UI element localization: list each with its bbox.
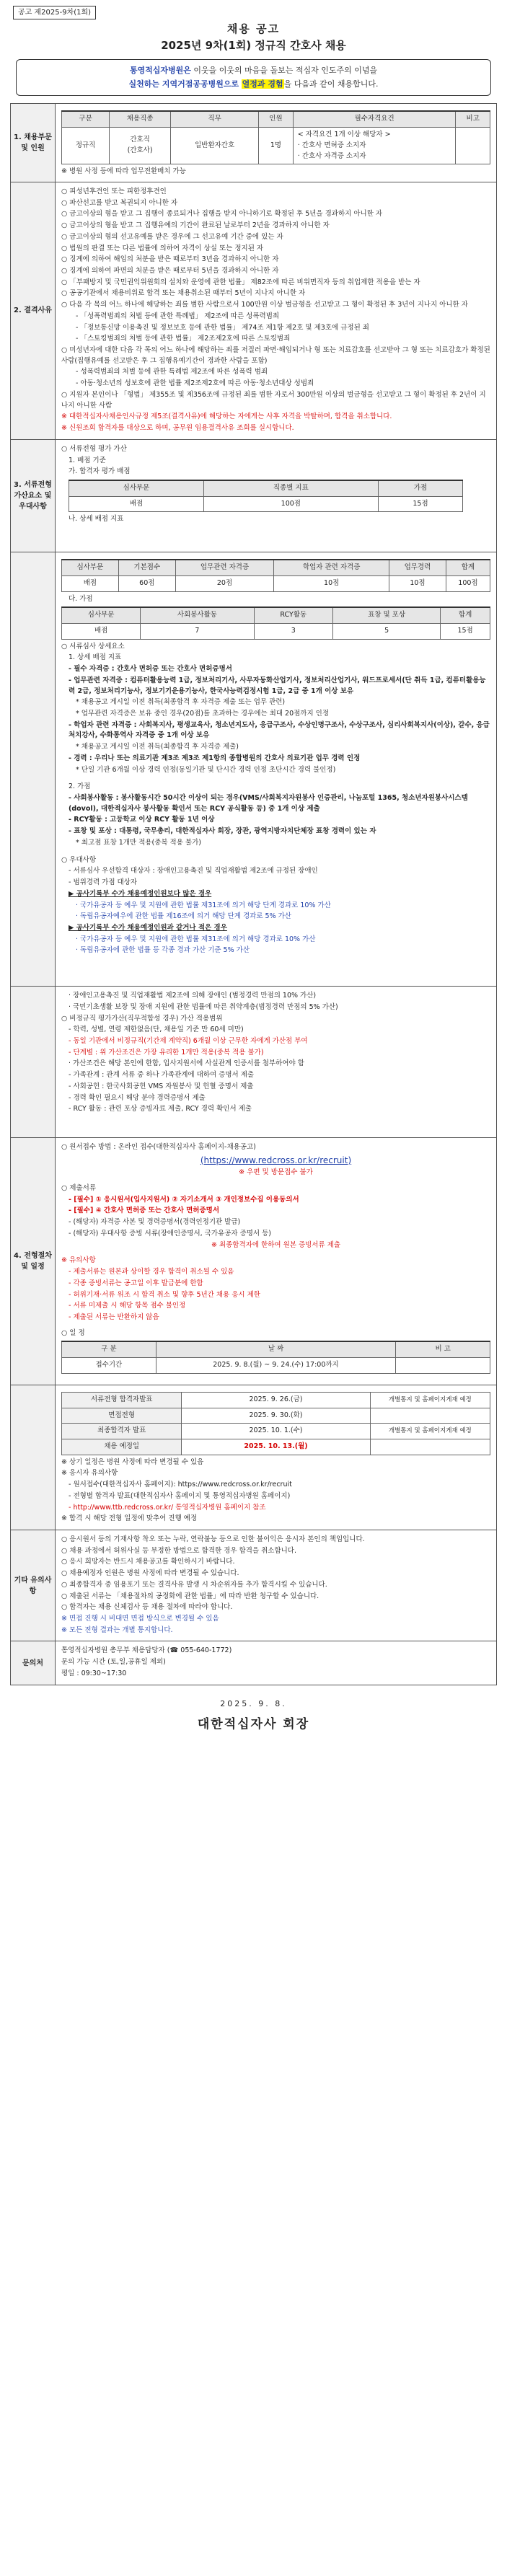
table-cell: 최종합격자 발표 (62, 1424, 182, 1439)
list-item: ○ 응시 희망자는 반드시 채용공고를 확인하시기 바랍니다. (61, 1558, 235, 1566)
apply-method: ○ 원서접수 방법 : 온라인 접수(대한적십자사 홈페이지-채용공고) (61, 1143, 256, 1151)
section-content (56, 1530, 497, 1641)
bonus-sub: 나. 상세 배점 지표 (69, 515, 124, 524)
table-cell: 2025. 10. 1.(수) (182, 1424, 370, 1439)
list-item: 1. 상세 배점 지표 (69, 653, 122, 662)
list-item: - RCY활동 : 고등학교 이상 RCY 활동 1년 이상 (69, 816, 215, 824)
list-item: - 각종 증빙서류는 공고일 이후 발급분에 한함 (69, 1279, 203, 1287)
col-header: 직종별 지표 (204, 480, 379, 496)
list-item: - 가족관계 : 관계 서류 중 하나 가족관계에 대하여 증명서 제출 (69, 1071, 255, 1080)
table-cell (396, 1358, 490, 1374)
list-item: - (해당자) 자격증 사본 및 경력증명서(경력인정기관 발급) (69, 1218, 241, 1227)
table-row (62, 623, 490, 639)
footer-date: 2025. 9. 8. (220, 1698, 287, 1708)
list-item: 2. 가점 (69, 782, 91, 791)
list-item: ※ 상기 일정은 병원 사정에 따라 변경될 수 있음 (61, 1457, 204, 1466)
list-item: - http://www.ttb.redcross.or.kr/ 통영적십자병원 홈페이지 참조 (69, 1503, 266, 1512)
table-cell: 15점 (378, 496, 463, 512)
table-cell: 접수기간 (62, 1358, 156, 1374)
list-item: - 서류심사 우선합격 대상자 : 장애인고용촉진 및 직업재활법 제2조에 규정된 장애인 (69, 867, 318, 875)
disqualify-list (61, 187, 490, 411)
list-item: ※ 합격 시 해당 전형 일정에 맞추어 진행 예정 (61, 1514, 198, 1523)
preference-continued (61, 991, 490, 1115)
table-row (62, 575, 490, 591)
table-cell: 일반환자간호 (171, 128, 259, 164)
section-bonus-cont2 (11, 987, 497, 1138)
list-item: · 국가유공자 등 예우 및 지원에 관한 법률 제31조에 의거 해당 단계 경과로 10% 가산 (76, 901, 331, 909)
table-cell: 개별통지 및 홈페이지게재 예정 (370, 1424, 490, 1439)
section-content (56, 439, 497, 552)
table-cell: 15점 (441, 623, 490, 639)
list-item: · 국민기초생활 보장 및 장애 지원에 관한 법률에 따른 취약계층(범정경력 만점의 5% 가산) (69, 1002, 338, 1011)
list-item: - 표창 및 포상 : 대통령, 국무총리, 대한적십자사 회장, 장관, 광역지방자치단체장 표창 경력이 있는 자 (69, 827, 376, 836)
intro-highlight: 열정과 경험 (242, 79, 283, 89)
list-item: ○ 파산선고를 받고 복권되지 아니한 자 (61, 198, 178, 207)
col-header: 필수자격요건 (293, 111, 456, 127)
list-item: ○ 금고이상의 형의 선고유예를 받은 경우에 그 선고유예 기간 중에 있는 자 (61, 232, 283, 241)
list-item: · 독립유공자에 관한 법률 등 각종 경과 가산 기준 5% 가산 (76, 946, 250, 955)
col-header: 합계 (441, 607, 490, 623)
section-content (56, 1385, 497, 1530)
section-label: 기타 유의사항 (11, 1530, 56, 1641)
list-item: - 「정보통신망 이용촉진 및 정보보호 등에 관한 법률」 제74조 제1항 제2호 및 제3호에 규정된 죄 (76, 323, 369, 332)
section-bonus (11, 439, 497, 552)
score-table-1 (69, 480, 463, 512)
list-item: - RCY 활동 : 관련 포상 증빙자료 제출, RCY 경력 확인서 제출 (69, 1105, 252, 1113)
col-header: 심사부문 (62, 560, 119, 575)
list-item: - 동일 기관에서 비정규직(기간제 계약직) 6개월 이상 근무한 자에게 가산점 부여 (69, 1036, 308, 1045)
notice-number: 공고 제2025-9차(1회) (13, 6, 96, 19)
disqualify-note: ※ 대한적십자사채용인사규정 제5조(결격사유)에 해당하는 자에게는 사후 자격을 박탈하며, 합격을 취소합니다. (61, 413, 392, 421)
list-item: ○ 지원자 본인이나 「형법」 제355조 및 제356조에 규정된 죄를 범한 자로서 300만원 이상의 벌금형을 선고받고 그 형이 확정된 후 2년이 지나지 아니한 사람 (61, 390, 486, 410)
col-header: 인원 (259, 111, 294, 127)
section-label-empty (11, 1385, 56, 1530)
col-header: 직무 (171, 111, 259, 127)
disqualify-note: ※ 신원조회 합격자를 대상으로 하며, 공무원 임용결격사유 조회를 실시합니다. (61, 424, 294, 433)
table-cell: 5 (333, 623, 441, 639)
list-item: - 경력 확인 필요시 해당 분야 경력증명서 제출 (69, 1093, 206, 1102)
table-cell: 정규직 (62, 128, 110, 164)
list-item: - (해당자) 우대사항 증빙 서류(장애인증명서, 국가유공자 증명서 등) (69, 1229, 272, 1238)
col-header: 날 짜 (156, 1341, 396, 1357)
list-item: - [필수] ④ 간호사 면허증 또는 간호사 면허증명서 (69, 1207, 220, 1215)
recruit-note: ※ 병원 사정 등에 따라 업무전환배치 가능 (61, 167, 186, 176)
list-item: - 단계별 : 위 가산조건은 가장 유리한 1개만 적용(중복 적용 불가) (69, 1048, 264, 1057)
list-item: ○ 징계에 의하여 해임의 처분을 받은 때로부터 3년을 경과하지 아니한 자 (61, 255, 279, 264)
title-block (10, 21, 497, 53)
list-item: ※ 응시자 유의사항 (61, 1469, 118, 1478)
list-item: - [필수] ① 응시원서(입사지원서) ② 자기소개서 ③ 개인정보수집 이용동의서 (69, 1195, 299, 1204)
bonus-sub: 1. 배점 기준 (69, 456, 106, 464)
intro-box (16, 59, 491, 96)
table-row (62, 128, 490, 164)
table-cell: 2025. 9. 8.(월) ~ 9. 24.(수) 17:00까지 (156, 1358, 396, 1374)
table-row (62, 1358, 490, 1374)
table-cell: 3 (254, 623, 332, 639)
col-header: 채용직종 (110, 111, 171, 127)
notice-number-row (10, 6, 497, 19)
list-item: - 학력, 성별, 연령 제한없음(단, 채용일 기준 만 60세 미만) (69, 1025, 244, 1034)
list-item: * 업무관련 자격증은 보유 중인 경우(20점)를 초과하는 경우에는 최대 20점까지 인정 (76, 710, 330, 718)
preference-list (61, 855, 490, 956)
table-cell: 1명 (259, 128, 294, 164)
table-cell: 간호직 (간호사) (110, 128, 171, 164)
col-header: 가점 (378, 480, 463, 496)
section-content (56, 1138, 497, 1385)
list-item: - 제출된 서류는 반환하지 않음 (69, 1313, 159, 1321)
section-label: 문의처 (11, 1641, 56, 1685)
col-header: 사회봉사활동 (141, 607, 254, 623)
list-item: ○ 응시원서 등의 기재사항 착오 또는 누락, 연락불능 등으로 인한 불이익은 응시자 본인의 책임입니다. (61, 1535, 365, 1543)
contact-list (61, 1646, 490, 1679)
col-header: 심사부문 (62, 607, 141, 623)
section-label: 2. 결격사유 (11, 182, 56, 439)
list-item: ▶ 공사기록부 수가 채용예정인원과 같거나 적은 경우 (69, 923, 227, 932)
list-item: - 사회봉사활동 : 봉사활동시간 50시간 이상이 되는 경우(VMS/사회복지자원봉사 인증관리, 나눔포털 1365, 청소년자원봉사시스템(dovol), 대한적십자사 봉사활동 확인서 또는 RCY 공식활동 등) 중 1개 이상 제출 (69, 794, 468, 813)
list-item: ○ 다음 각 목의 어느 하나에 해당하는 죄를 범한 사람으로서 100만원 이상 벌금형을 선고받고 그 형이 확정된 후 3년이 지나지 아니한 자 (61, 301, 468, 309)
table-cell (456, 128, 490, 164)
list-item: - 범위경력 가점 대상자 (69, 878, 138, 887)
list-item: ○ 미성년자에 대한 다음 각 목의 어느 하나에 해당하는 죄를 저질러 파면·해임되거나 형 또는 치료감호를 선고받아 그 형 또는 치료감호가 확정된 사람(집행유예를 선고받은 후 그 집행유예기간이 경과한 사람을 포함) (61, 346, 490, 365)
col-header: 비고 (456, 111, 490, 127)
intro-text-1: 이웃을 이웃의 마음을 돌보는 적십자 인도주의 이념을 (190, 66, 378, 75)
list-item: ※ 면접 진행 시 비대면 면접 방식으로 변경될 수 있음 (61, 1615, 219, 1623)
section-content (56, 552, 497, 987)
period-label: ○ 일 정 (61, 1328, 85, 1337)
list-item: · 장애인고용촉진 및 직업재활법 제2조에 의해 장애인 (범정경력 만점의 10% 가산) (69, 992, 317, 1000)
list-item: - 필수 자격증 : 간호사 면허증 또는 간호사 면허증명서 (69, 665, 232, 674)
list-item: * 단일 기관 6개월 이상 경력 인정(동일기관 및 단시간 경력 인정 초단시간 경력 불인정) (76, 765, 336, 774)
list-item: · 가산조건은 해당 본인에 한함, 입사지원서에 사실관계 인증서를 첨부하여야 함 (69, 1059, 304, 1068)
section-disqualify (11, 182, 497, 439)
section-label: 1. 채용부문 및 인원 (11, 104, 56, 182)
table-row (69, 496, 463, 512)
section-bonus-cont (11, 552, 497, 987)
section-process (11, 1138, 497, 1385)
list-item: ○ 법원의 판결 또는 다른 법률에 의하여 자격이 상실 또는 정지된 자 (61, 244, 264, 252)
score-table-3 (61, 606, 490, 639)
list-item: ○ 제출된 서류는 「채용절차의 공정화에 관한 법률」에 따라 반환 청구할 수 있습니다. (61, 1592, 319, 1600)
table-cell: 10점 (274, 575, 389, 591)
list-item: ※ 최종합격자에 한하여 원본 증빙서류 제출 (211, 1240, 341, 1249)
list-item: - 「스토킹범죄의 처벌 등에 관한 법률」 제2조제2호에 따른 스토킹범죄 (76, 335, 291, 343)
table-cell: 배점 (62, 575, 119, 591)
col-header: RCY활동 (254, 607, 332, 623)
notice-subtitle: 2025년 9차(1회) 정규직 간호사 채용 (161, 38, 346, 52)
bonus-sub: 가. 합격자 평가 배점 (69, 467, 131, 476)
table-row (62, 1392, 490, 1408)
list-item: - 경력 : 우리나 또는 의료기관 제3조 제3조 제1항의 종합병원의 간호사 의료기관 업무 경력 인정 (69, 754, 361, 762)
table-cell: 100점 (204, 496, 379, 512)
col-header: 기본점수 (118, 560, 175, 575)
table-cell: 60점 (118, 575, 175, 591)
section-misc (11, 1530, 497, 1641)
list-item: - 성폭력범죄의 처벌 등에 관한 특례법 제2조에 따른 성폭력 범죄 (76, 368, 268, 376)
table-cell: 20점 (175, 575, 274, 591)
schedule-table (61, 1392, 490, 1455)
table-cell: 2025. 9. 30.(화) (182, 1408, 370, 1424)
table-cell (370, 1439, 490, 1455)
list-item: ○ 최종합격자 중 임용포기 또는 결격사유 발생 시 차순위자를 추가 합격시킬 수 있습니다. (61, 1580, 327, 1589)
list-item: ○ 우대사항 (61, 855, 97, 864)
list-item: * 최고점 표창 1개만 적용(중복 적용 불가) (76, 838, 201, 847)
section-content (56, 182, 497, 439)
table-cell: 배점 (69, 496, 204, 512)
list-item: - 사회공헌 : 한국사회공헌 VMS 자원봉사 및 헌혈 증명서 제출 (69, 1082, 254, 1090)
table-row (62, 1408, 490, 1424)
score-table-2 (61, 559, 490, 591)
section-label-empty (11, 987, 56, 1138)
table-row (62, 1439, 490, 1455)
docs-title: ○ 제출서류 (61, 1184, 97, 1193)
list-item: ○ 채용 과정에서 허위사실 등 부정한 방법으로 합격한 경우 합격을 취소합니다. (61, 1546, 296, 1555)
table-cell: 10점 (389, 575, 446, 591)
table-cell: < 자격요건 1개 이상 해당자 > · 간호사 면허증 소지자 · 간호사 자격증 소지자 (293, 128, 456, 164)
misc-list (61, 1535, 490, 1636)
table-cell: 배점 (62, 623, 141, 639)
list-item: - 원서접수(대한적십자사 홈페이지): https://www.redcross.or.kr/recruit (69, 1481, 292, 1489)
list-item: ○ 「부패방지 및 국민권익위원회의 설치와 운영에 관한 법률」 제82조에 따른 비위면직자 등의 취업제한 적용을 받는 자 (61, 278, 420, 286)
section-content (56, 1641, 497, 1685)
list-item: - 학업자 관련 자격증 : 사회복지사, 평생교육사, 청소년지도사, 응급구조사, 수상인명구조사, 수상구조사, 심리사회복지사(이상), 갈수, 응급처치강사, 수화통역사 자격증 중 1개 이상 보유 (69, 720, 490, 740)
col-header: 구 분 (62, 1341, 156, 1357)
list-item: - 「성폭력범죄의 처벌 등에 관한 특례법」 제2조에 따른 성폭력범죄 (76, 312, 280, 320)
list-item: ▶ 공사기록부 수가 채용예정인원보다 많은 경우 (69, 889, 212, 898)
list-item: ※ 모든 전형 결과는 개별 통지합니다. (61, 1626, 173, 1634)
table-cell: 개별통지 및 홈페이지게재 예정 (370, 1392, 490, 1408)
section-label: 4. 전형절차 및 일정 (11, 1138, 56, 1385)
table-cell: 면접전형 (62, 1408, 182, 1424)
bonus-intro: ○ 서류전형 평가 가산 (61, 444, 127, 453)
col-header: 심사부문 (69, 480, 204, 496)
col-header: 업무관련 자격증 (175, 560, 274, 575)
list-item: ○ 금고이상의 형을 받고 그 집행이 종료되거나 집행을 받지 아니하기로 확정된 후 5년을 경과하지 아니한 자 (61, 210, 383, 219)
list-item: · 국가유공자 등 예우 및 지원에 관한 법률 제31조에 의거 해당 경과로 10% 가산 (76, 935, 316, 943)
table-cell (370, 1408, 490, 1424)
table-cell: 100점 (446, 575, 490, 591)
list-item: - 아동·청소년의 성보호에 관한 법률 제2조제2호에 따른 아동·청소년대상 성범죄 (76, 379, 314, 388)
section-label-empty (11, 552, 56, 987)
table-cell: 2025. 9. 26.(금) (182, 1392, 370, 1408)
col-header: 학업자 관련 자격증 (274, 560, 389, 575)
apply-link[interactable]: (https://www.redcross.or.kr/recruit) (200, 1155, 352, 1165)
bonus-sub: 다. 가점 (69, 594, 93, 603)
period-table (61, 1341, 490, 1373)
list-item: - 서류 미제출 시 해당 항목 점수 불인정 (69, 1302, 186, 1310)
list-item: - 허위기재·서류 위조 시 합격 취소 및 향후 5년간 채용 응시 제한 (69, 1290, 260, 1299)
list-item: · 독립유공자예우에 관한 법률 제16조에 의거 해당 단계 경과로 5% 가산 (76, 912, 291, 921)
table-row (62, 1424, 490, 1439)
table-cell: 7 (141, 623, 254, 639)
col-header: 합계 (446, 560, 490, 575)
list-item: ○ 공공기관에서 채용비위로 합격 또는 채용취소된 때부터 5년이 지나지 아니한 자 (61, 289, 306, 298)
col-header: 업무경력 (389, 560, 446, 575)
list-item: - 업무관련 자격증 : 컴퓨터활용능력 1급, 정보처리기사, 사무자동화산업기사, 정보처리산업기사, 워드프로세서(단 취득 1급, 컴퓨터활용능력 2급, 정보처리기능사, 정보기기운용기능사, 한국사능력검정시험 1급, 2급 중 1개 이상 보유 (69, 676, 486, 695)
list-item: 문의 가능 시간 (토,일,공휴일 제외) (61, 1658, 166, 1667)
table-cell: 2025. 10. 13.(월) (182, 1439, 370, 1455)
list-item: ○ 서류심사 상세요소 (61, 642, 125, 650)
section-contact (11, 1641, 497, 1685)
intro-text-2: 실천하는 지역거점공공병원으로 (128, 79, 239, 89)
section-recruit (11, 104, 497, 182)
col-header: 구분 (62, 111, 110, 127)
score-detail-list (61, 642, 490, 776)
list-item: ○ 비정규직 평가가산(직무적합성 경우) 가산 적용범위 (61, 1014, 223, 1023)
intro-text-3: 을 다음과 같이 채용합니다. (283, 79, 379, 89)
schedule-notes (61, 1457, 490, 1525)
footer-org: 대한적십자사 회장 (197, 1717, 310, 1732)
list-item: ○ 채용예정자 인원은 병원 사정에 따라 변경될 수 있습니다. (61, 1569, 239, 1578)
table-cell: 채용 예정일 (62, 1439, 182, 1455)
section-label: 3. 서류전형 가산요소 및 우대사항 (11, 439, 56, 552)
list-item: ○ 금고이상의 형을 받고 그 집행유예의 기간이 완료된 날로부터 2년을 경과하지 아니한 자 (61, 221, 330, 230)
col-header: 비 고 (396, 1341, 490, 1357)
list-item: 평일 : 09:30~17:30 (61, 1669, 127, 1677)
list-item: 통영적십자병원 총무부 채용담당자 (☎ 055-640-1772) (61, 1646, 232, 1655)
list-item: - 전형별 합격자 발표(대한적십자사 홈페이지 및 통영적십자병원 홈페이지) (69, 1491, 291, 1500)
list-item: * 채용공고 게시일 이전 취득(최종합격 후 자격증 제출 또는 업무 관련) (76, 698, 286, 707)
list-item: ○ 합격자는 채용 신체검사 등 채용 절차에 따라야 합니다. (61, 1603, 233, 1612)
section-content (56, 987, 497, 1138)
intro-hospital: 통영적십자병원은 (129, 66, 191, 75)
notes-title: ※ 유의사항 (61, 1256, 96, 1265)
col-header: 표창 및 포상 (333, 607, 441, 623)
table-cell: 서류전형 합격자발표 (62, 1392, 182, 1408)
list-item: ○ 징계에 의하여 파면의 처분을 받은 때로부터 5년을 경과하지 아니한 자 (61, 267, 279, 275)
section-schedule (11, 1385, 497, 1530)
notice-title: 채용 공고 (226, 22, 281, 35)
list-item: * 채용공고 게시일 이전 취득(최종합격 후 자격증 제출) (76, 743, 239, 751)
list-item: ○ 피성년후견인 또는 피한정후견인 (61, 187, 167, 195)
apply-note: ※ 우편 및 방문접수 불가 (239, 1168, 313, 1177)
list-item: - 제출서류는 원본과 상이할 경우 합격이 취소될 수 있음 (69, 1268, 234, 1276)
recruit-table (61, 110, 490, 164)
docs-list (61, 1195, 490, 1251)
section-content (56, 104, 497, 182)
bonus-point-list (61, 782, 490, 848)
notice-main-table (10, 103, 497, 1685)
notes-list (61, 1267, 490, 1323)
